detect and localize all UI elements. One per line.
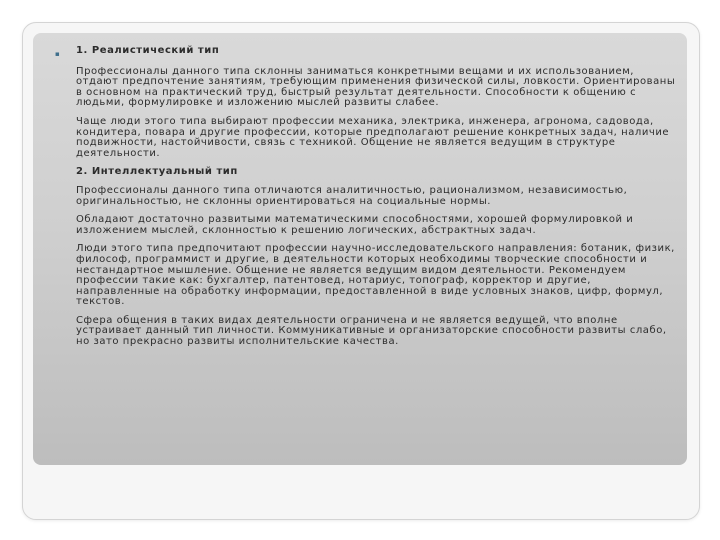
heading-intellectual-type: 2. Интеллектуальный тип	[76, 166, 238, 178]
paragraph: Люди этого типа предпочитают профессии научно-исследовательского направления: ботаник, физик, философ, программист и другие, в деятельности которых необходимы творческие способности и нестандартное мышление. Общение не является ведущим видом деятельности. Рекомендуем профессии такие как: бухгалтер, патентовед, нотариус, топограф, корректор и другие, направленные на обработку информации, предоставленной в виде условных знаков, цифр, формул, текстов.	[76, 243, 675, 308]
paragraph: Профессионалы данного типа склонны заниматься конкретными вещами и их использованием, отдают предпочтение занятиям, требующим применения физической силы, ловкости. Ориентированы в основном на практический труд, быстрый результат деятельности. Способности к общению с людьми, формулировке и изложению мыслей развиты слабее.	[76, 65, 676, 109]
slide-content	[76, 46, 678, 356]
paragraph: Сфера общения в таких видах деятельности ограничена и не является ведущей, что вполне устраивает данный тип личности. Коммуникативные и организаторские способности развиты слабо, но зато прекрасно развиты исполнительские качества.	[76, 314, 667, 348]
bullet-icon: ▪	[55, 50, 60, 58]
paragraph: Чаще люди этого типа выбирают профессии механика, электрика, инженера, агронома, садовода, кондитера, повара и другие профессии, которые предполагают решение конкретных задач, наличие подвижности, настойчивости, связь с техникой. Общение не является ведущим в структуре деятельности.	[76, 115, 670, 159]
paragraph: Обладают достаточно развитыми математическими способностями, хорошей формулировкой и изложением мыслей, склонностью к решению логических, абстрактных задач.	[76, 214, 634, 236]
paragraph: Профессионалы данного типа отличаются аналитичностью, рационализмом, независимостью, оригинальностью, не склонны ориентироваться на социальные нормы.	[76, 184, 628, 207]
heading-realistic-type: 1. Реалистический тип	[76, 45, 220, 56]
